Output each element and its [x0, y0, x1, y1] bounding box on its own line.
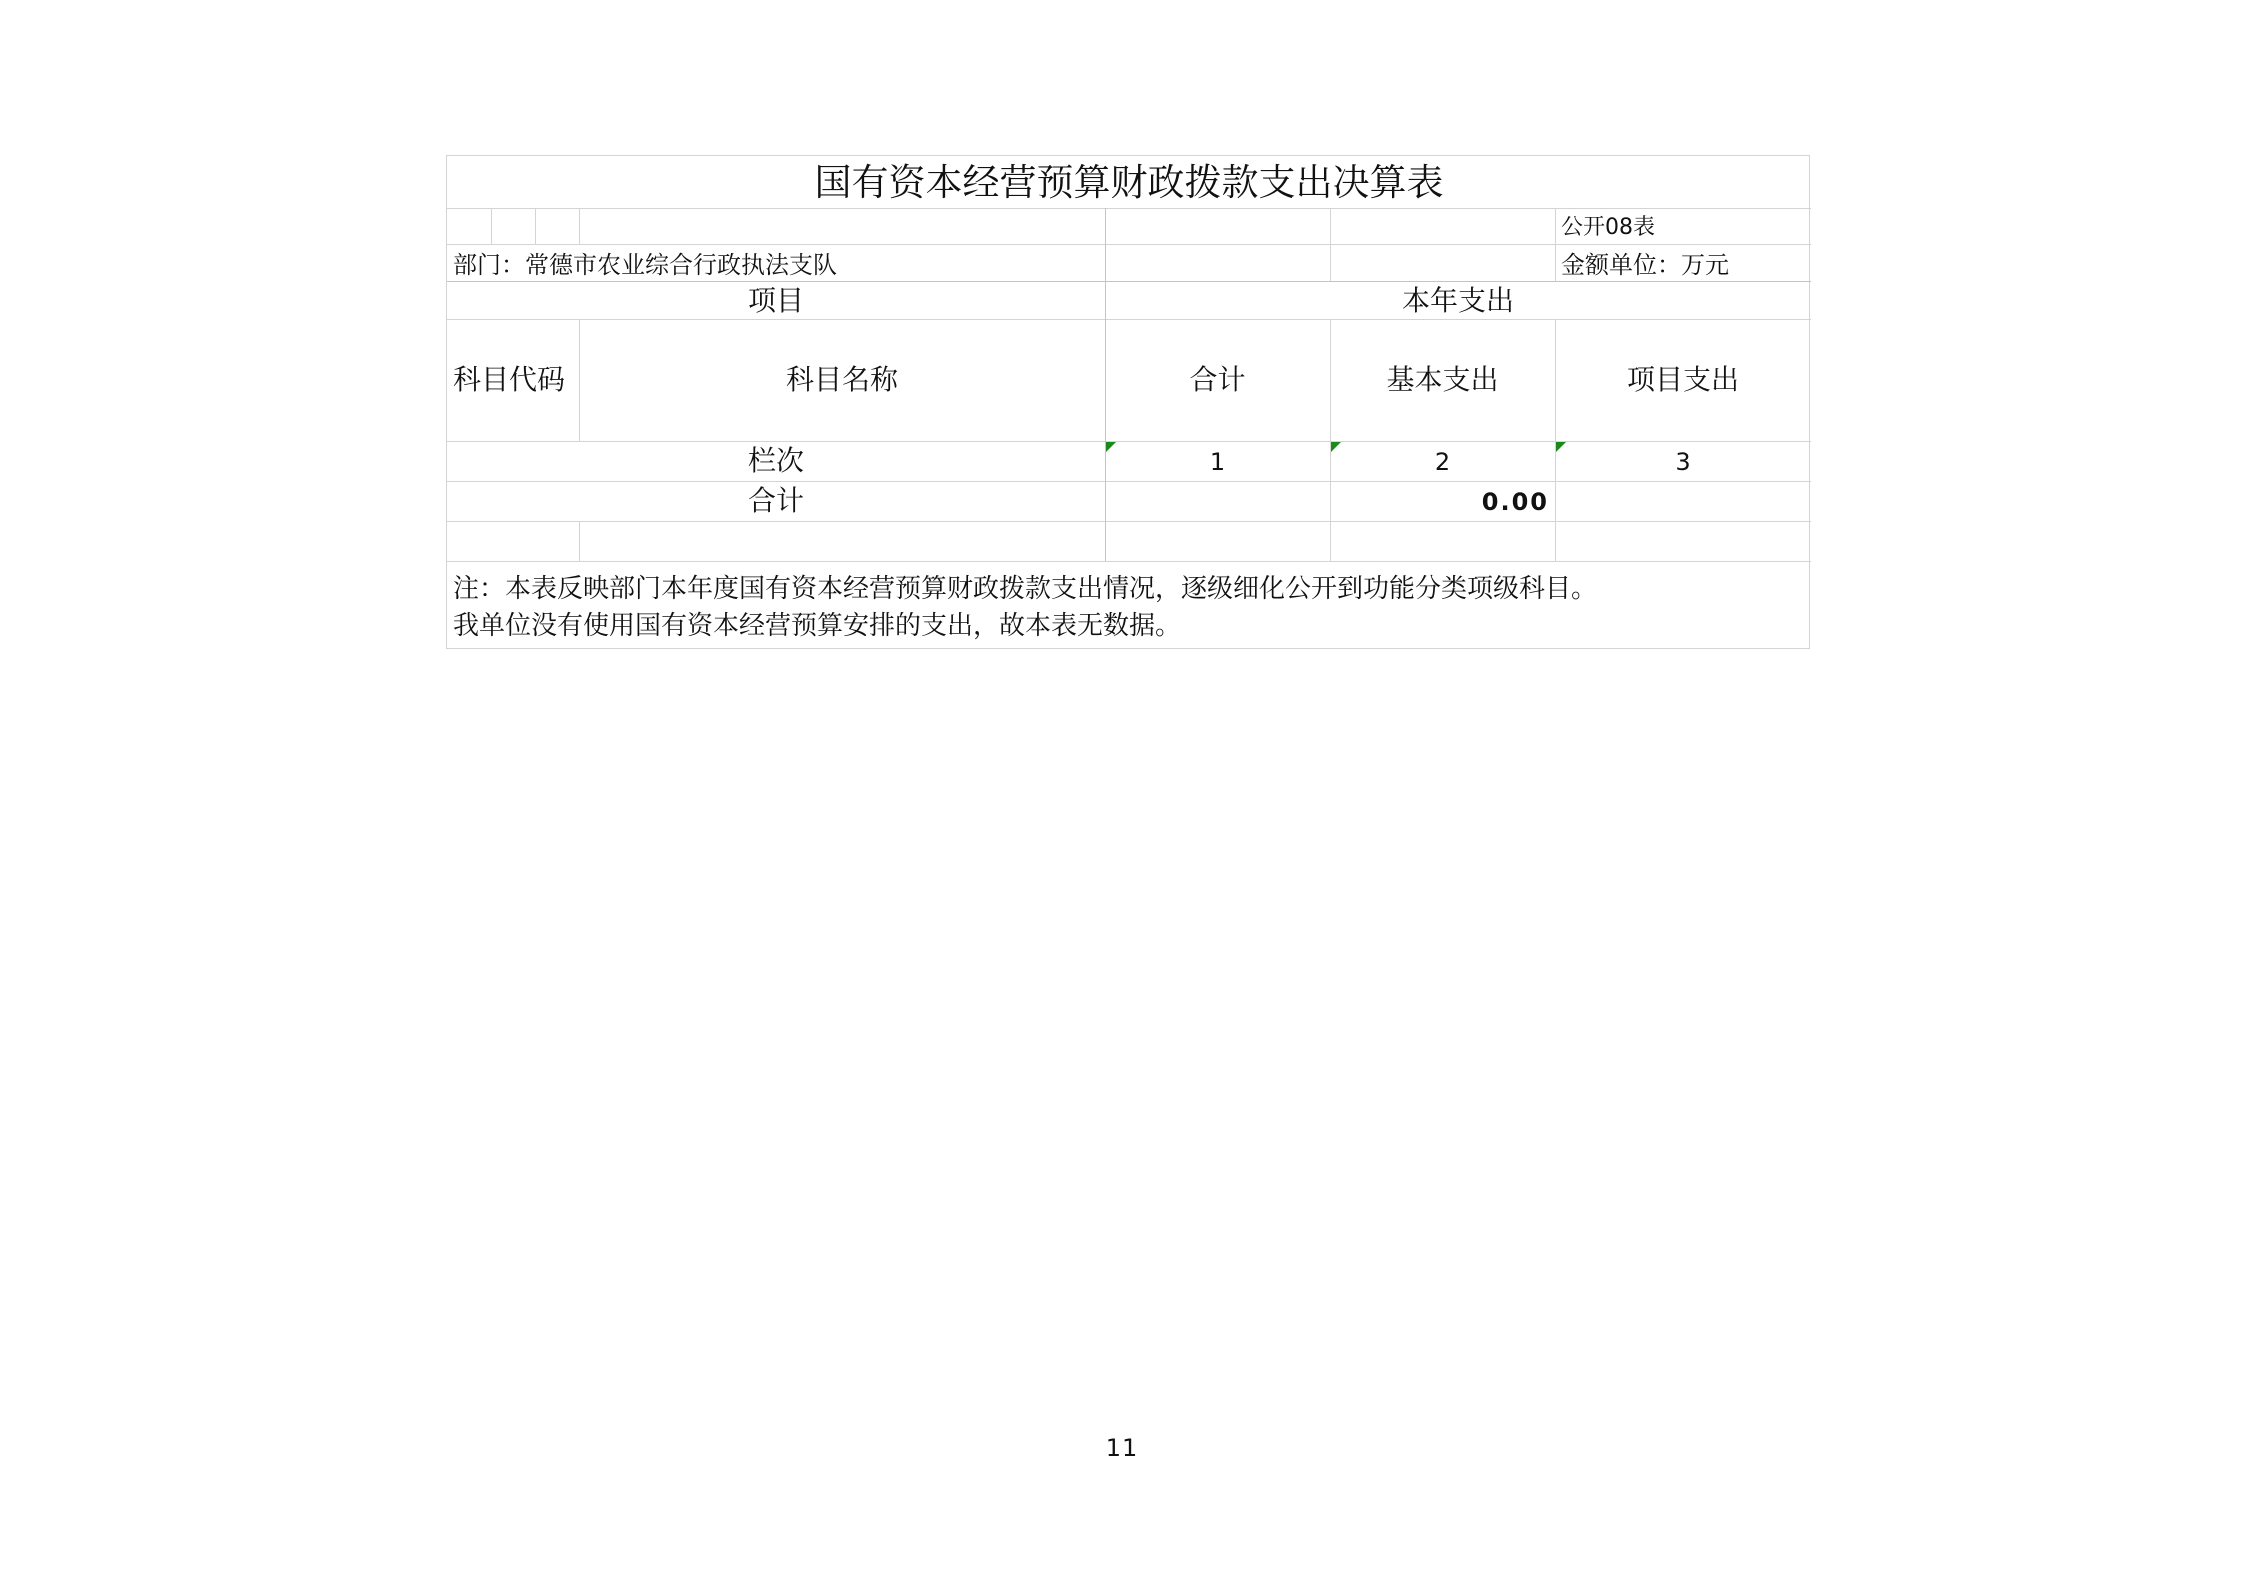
grid-line [491, 208, 492, 244]
note-line-2: 我单位没有使用国有资本经营预算安排的支出，故本表无数据。 [453, 611, 1182, 641]
grid-line [447, 561, 1811, 562]
column-index-1: 1 [1209, 448, 1226, 476]
grid-line [535, 208, 536, 244]
header-total: 合计 [1189, 363, 1246, 396]
table-title: 国有资本经营预算财政拨款支出决算表 [814, 161, 1444, 204]
grid-line [579, 521, 580, 561]
amount-unit-label: 金额单位：万元 [1561, 251, 1729, 279]
grid-line [579, 208, 580, 244]
form-number: 公开08表 [1561, 215, 1655, 240]
grid-line [447, 521, 1811, 522]
grid-line [1555, 319, 1556, 561]
header-item: 项目 [747, 284, 804, 317]
grid-line [447, 481, 1811, 482]
department-label: 部门：常德市农业综合行政执法支队 [453, 251, 837, 279]
grid-line [447, 208, 1811, 209]
column-index-3: 3 [1675, 448, 1691, 476]
note-line-1: 注：本表反映部门本年度国有资本经营预算财政拨款支出情况，逐级细化公开到功能分类项级科目。 [453, 574, 1598, 604]
header-subject-name: 科目名称 [785, 363, 898, 396]
header-basic-expense: 基本支出 [1386, 363, 1499, 396]
column-index-label: 栏次 [747, 444, 804, 477]
total-row-label: 合计 [747, 484, 804, 517]
grid-line [447, 281, 1811, 282]
total-row-basic-expense: 0.00 [1481, 488, 1549, 516]
grid-line [1330, 208, 1331, 281]
grid-line [1330, 319, 1331, 561]
grid-line [447, 244, 1811, 245]
grid-line [1555, 208, 1556, 281]
budget-expense-table [446, 155, 1810, 649]
grid-line [447, 441, 1811, 442]
header-subject-code: 科目代码 [453, 363, 566, 396]
column-index-2: 2 [1434, 448, 1451, 476]
grid-line [447, 319, 1811, 320]
page-number: 11 [1105, 1434, 1139, 1462]
header-current-year-expense: 本年支出 [1401, 284, 1514, 317]
header-project-expense: 项目支出 [1626, 363, 1739, 396]
